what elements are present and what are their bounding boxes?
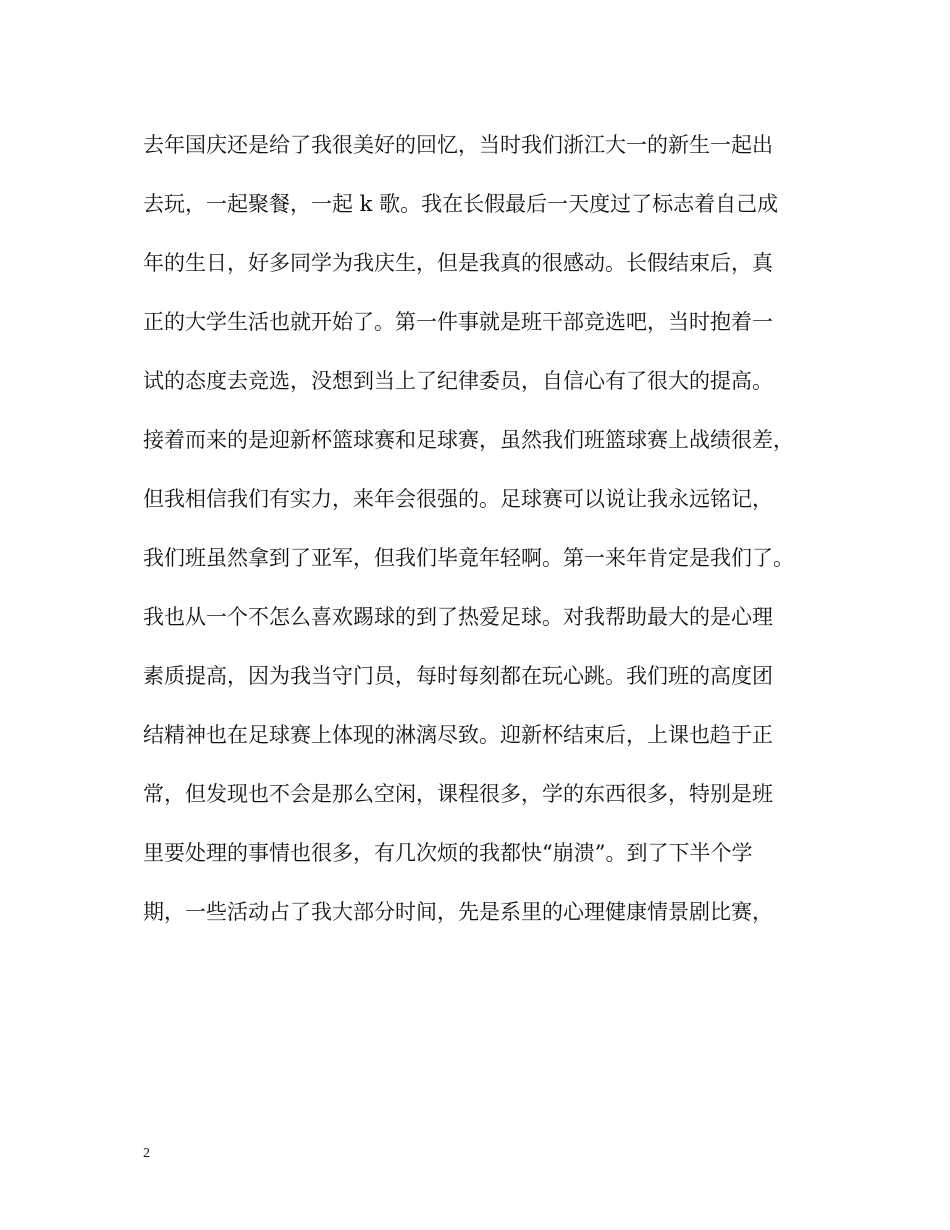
text-line-2: 去玩，一起聚餐，一起 k 歌。我在长假最后一天度过了标志着自己成 xyxy=(143,192,779,216)
text-line-6: 接着而来的是迎新杯篮球赛和足球赛，虽然我们班篮球赛上战绩很差， xyxy=(143,428,794,452)
text-line-10: 素质提高，因为我当守门员，每时每刻都在玩心跳。我们班的高度团 xyxy=(143,664,773,688)
text-line-12: 常，但发现也不会是那么空闲，课程很多，学的东西很多，特别是班 xyxy=(143,782,773,806)
text-line-9: 我也从一个不怎么喜欢踢球的到了热爱足球。对我帮助最大的是心理 xyxy=(143,605,773,629)
body-text xyxy=(143,122,823,948)
text-line-14: 期，一些活动占了我大部分时间，先是系里的心理健康情景剧比赛， xyxy=(143,900,773,924)
page-number: 2 xyxy=(143,1146,150,1161)
text-line-11: 结精神也在足球赛上体现的淋漓尽致。迎新杯结束后，上课也趋于正 xyxy=(143,723,773,747)
text-line-3: 年的生日，好多同学为我庆生，但是我真的很感动。长假结束后，真 xyxy=(143,251,773,275)
text-line-8: 我们班虽然拿到了亚军，但我们毕竟年轻啊。第一来年肯定是我们了。 xyxy=(143,546,794,570)
text-line-13: 里要处理的事情也很多，有几次烦的我都快“崩溃”。到了下半个学 xyxy=(143,841,753,865)
text-line-7: 但我相信我们有实力，来年会很强的。足球赛可以说让我永远铭记， xyxy=(143,487,773,511)
text-line-1: 去年国庆还是给了我很美好的回忆，当时我们浙江大一的新生一起出 xyxy=(143,133,773,157)
text-line-4: 正的大学生活也就开始了。第一件事就是班干部竞选吧，当时抱着一 xyxy=(143,310,773,334)
text-line-5: 试的态度去竞选，没想到当上了纪律委员，自信心有了很大的提高。 xyxy=(143,369,773,393)
